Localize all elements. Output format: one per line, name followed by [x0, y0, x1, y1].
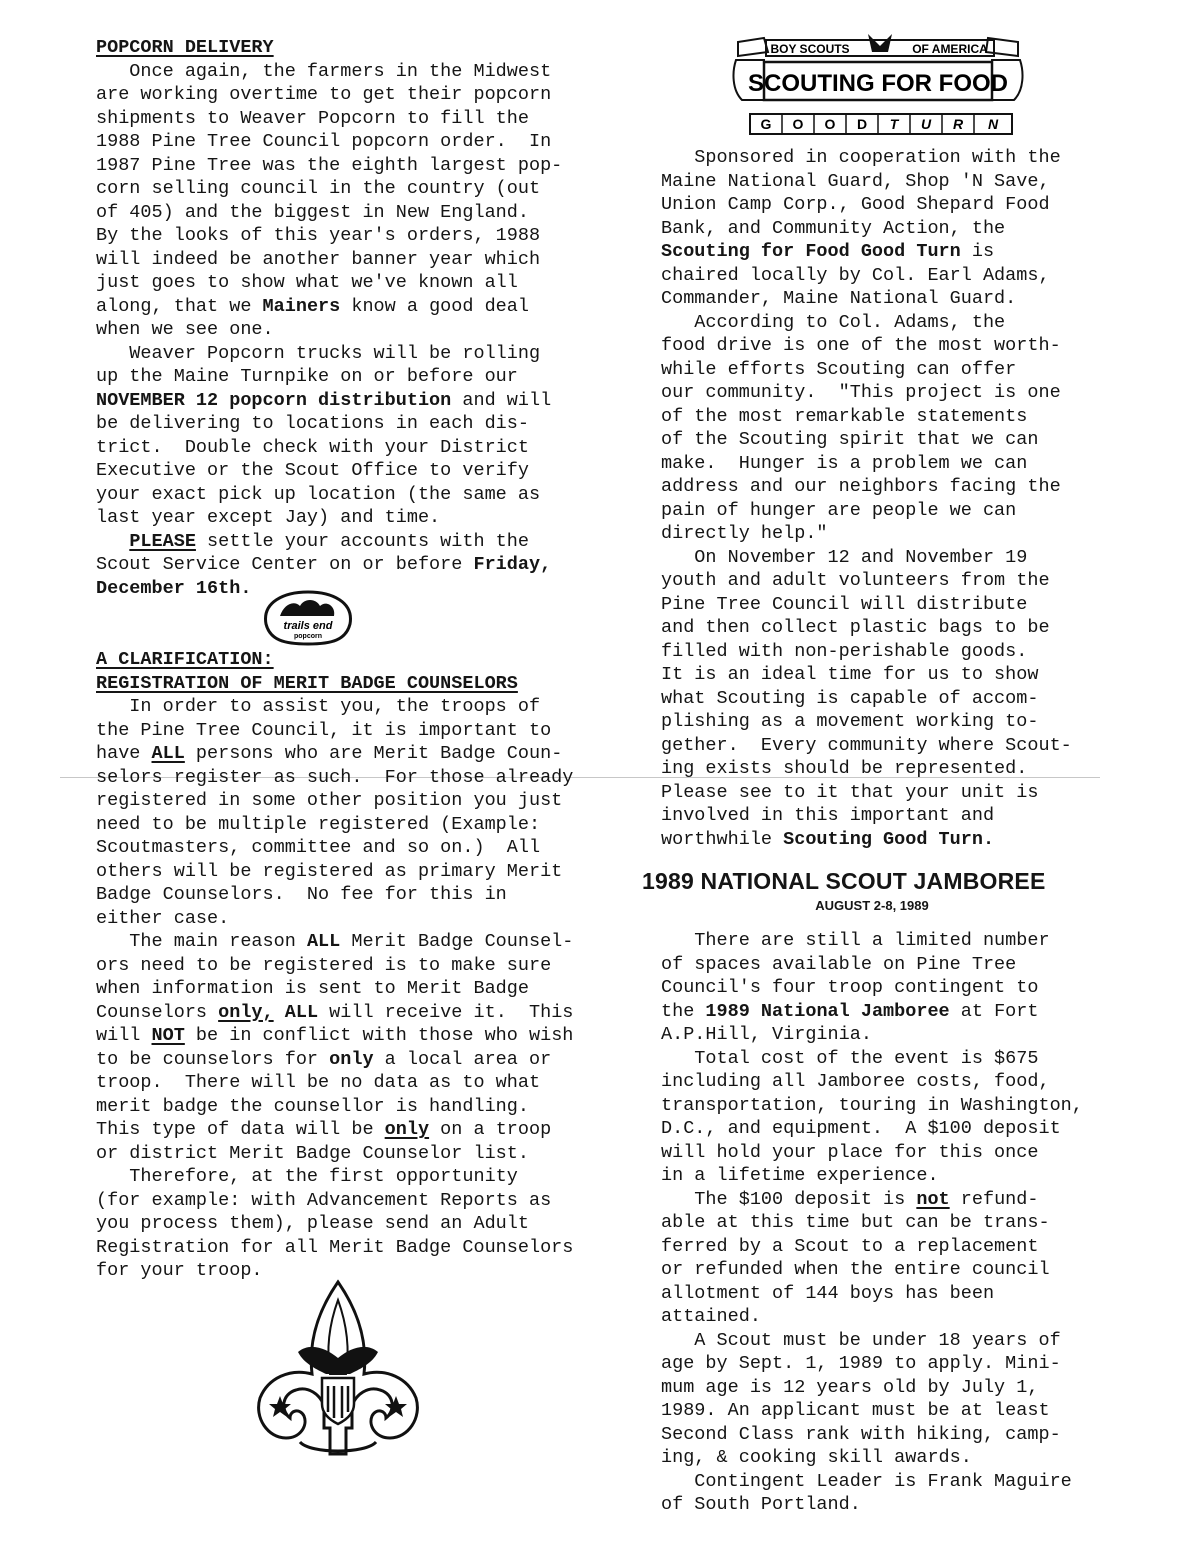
clarification-line: (for example: with Advancement Reports as: [96, 1189, 552, 1211]
clarification-line: [96, 1024, 616, 1048]
jamboree-line: ferred by a Scout to a replacement: [661, 1235, 1039, 1257]
jamboree-title: 1989 NATIONAL SCOUT JAMBOREE: [642, 868, 1046, 894]
fleur-de-lis-icon: [868, 34, 892, 52]
jamboree-line: including all Jamboree costs, food,: [661, 1071, 1050, 1092]
text-run: know a good deal: [340, 295, 529, 317]
logo-letter: R: [952, 116, 964, 132]
food-line: [661, 828, 1121, 852]
bold-only: only: [329, 1048, 374, 1070]
clarification-line: [96, 742, 616, 766]
only-underlined: only: [384, 1119, 430, 1140]
jamboree-line: able at this time but can be trans-: [661, 1212, 1050, 1233]
popcorn-line: Once again, the farmers in the Midwest: [96, 60, 552, 82]
logo-letter: N: [987, 116, 999, 132]
food-line: It is an ideal time for us to show: [661, 664, 1039, 685]
bold-distribution-date: NOVEMBER 12 popcorn distribution: [96, 389, 452, 411]
all-underlined: ALL: [151, 743, 185, 764]
good-turn-letter-boxes: [761, 114, 999, 134]
food-line: food drive is one of the most worth-: [661, 335, 1061, 356]
popcorn-line: last year except Jay) and time.: [96, 507, 441, 528]
popcorn-line: be delivering to locations in each dis-: [96, 413, 529, 434]
clarification-line: Registration for all Merit Badge Counselors: [96, 1236, 574, 1258]
popcorn-line: up the Maine Turnpike on or before our: [96, 366, 518, 387]
text-run: This type of data will be: [96, 1119, 385, 1140]
logo-text-trails-end: trails end: [283, 620, 333, 632]
bold-friday: Friday,: [473, 554, 552, 575]
clarification-line: need to be multiple registered (Example:: [96, 813, 541, 835]
logo-letter: T: [889, 116, 899, 132]
clarification-line: [96, 930, 616, 954]
popcorn-heading: POPCORN DELIVERY: [96, 37, 274, 58]
jamboree-line: There are still a limited number: [661, 930, 1050, 951]
text-run: [96, 531, 129, 552]
food-line: make. Hunger is a problem we can: [661, 452, 1028, 474]
popcorn-line: 1988 Pine Tree Council popcorn order. In: [96, 131, 552, 152]
food-line: youth and adult volunteers from the: [661, 570, 1050, 591]
food-line: of the Scouting spirit that we can: [661, 429, 1039, 450]
bold-scouting-for-food: Scouting for Food Good Turn: [661, 241, 961, 262]
bold-scouting-good-turn: Scouting Good Turn.: [783, 828, 995, 850]
popcorn-line: Weaver Popcorn trucks will be rolling: [96, 342, 541, 364]
food-line: and then collect plastic bags to be: [661, 617, 1050, 638]
food-line: Union Camp Corp., Good Shepard Food: [661, 194, 1050, 215]
clarification-line: merit badge the counsellor is handling.: [96, 1095, 529, 1117]
clarification-line: Badge Counselors. No fee for this in: [96, 884, 507, 905]
clarification-line: [96, 1118, 616, 1142]
text-run: The main reason: [96, 931, 307, 952]
popcorn-line: [96, 389, 616, 413]
food-line: Pine Tree Council will distribute: [661, 593, 1028, 615]
food-line: pain of hunger are people we can: [661, 499, 1017, 521]
clarification-line: [96, 1048, 616, 1072]
jamboree-line: or refunded when the entire council: [661, 1259, 1050, 1280]
food-line: chaired locally by Col. Earl Adams,: [661, 264, 1050, 286]
clarification-line: troop. There will be no data as to what: [96, 1072, 541, 1093]
food-line: of the most remarkable statements: [661, 405, 1028, 427]
text-run: to be counselors for: [96, 1048, 330, 1070]
jamboree-line: D.C., and equipment. A $100 deposit: [661, 1118, 1061, 1139]
food-line: Maine National Guard, Shop 'N Save,: [661, 170, 1050, 192]
popcorn-line: corn selling council in the country (out: [96, 178, 541, 199]
text-run: [274, 1002, 285, 1023]
clarification-line: ors need to be registered is to make sure: [96, 954, 552, 976]
jamboree-line: [661, 1188, 1121, 1212]
popcorn-line: your exact pick up location (the same as: [96, 483, 541, 505]
bold-december: December 16th.: [96, 577, 252, 599]
food-line: Commander, Maine National Guard.: [661, 288, 1017, 309]
clarification-line: selors register as such. For those already: [96, 766, 574, 788]
text-run: a local area or: [373, 1048, 552, 1070]
bold-national-jamboree: 1989 National Jamboree: [705, 1000, 950, 1022]
jamboree-line: [661, 1000, 1121, 1024]
popcorn-line: [96, 530, 616, 554]
food-line: plishing as a movement working to-: [661, 711, 1039, 732]
clarification-line: you process them), please send an Adult: [96, 1213, 529, 1234]
popcorn-line: will indeed be another banner year which: [96, 248, 541, 270]
food-line: ing exists should be represented.: [661, 758, 1028, 779]
food-line: what Scouting is capable of accom-: [661, 687, 1039, 709]
text-run: The $100 deposit is: [661, 1188, 917, 1210]
right-column: [661, 146, 1121, 1517]
jamboree-line: mum age is 12 years old by July 1,: [661, 1376, 1039, 1398]
text-run: along, that we: [96, 295, 263, 317]
jamboree-line: will hold your place for this once: [661, 1141, 1039, 1163]
clarification-line: when information is sent to Merit Badge: [96, 978, 529, 999]
trails-end-popcorn-logo: [258, 584, 358, 648]
text-run: and will: [451, 389, 552, 411]
popcorn-line: [96, 553, 616, 577]
text-run: at Fort: [949, 1000, 1039, 1022]
only-underlined: only,: [218, 1001, 274, 1023]
text-run: Counselors: [96, 1001, 219, 1023]
text-run: is: [960, 241, 995, 262]
boy-scouts-fleur-de-lis-emblem: [250, 1278, 426, 1466]
jamboree-line: ing, & cooking skill awards.: [661, 1447, 972, 1468]
jamboree-line: in a lifetime experience.: [661, 1165, 939, 1186]
popcorn-line: 1987 Pine Tree was the eighth largest pop-: [96, 154, 563, 176]
text-run: Scout Service Center on or before: [96, 554, 474, 575]
popcorn-line: shipments to Weaver Popcorn to fill the: [96, 107, 529, 129]
popcorn-line: Executive or the Scout Office to verify: [96, 460, 529, 481]
clarification-line: the Pine Tree Council, it is important to: [96, 719, 552, 741]
scouting-for-food-logo: [728, 30, 1028, 140]
not-underlined: NOT: [151, 1025, 185, 1046]
logo-letter: O: [792, 116, 804, 132]
logo-letter: O: [824, 116, 836, 132]
food-line: our community. "This project is one: [661, 382, 1061, 403]
jamboree-line: allotment of 144 boys has been: [661, 1282, 995, 1304]
bold-all: ALL: [306, 931, 341, 952]
text-run: settle your accounts with the: [195, 530, 529, 552]
food-line: Please see to it that your unit is: [661, 781, 1039, 803]
jamboree-line: Total cost of the event is $675: [661, 1047, 1039, 1069]
text-run: have: [96, 743, 152, 764]
popcorn-line: By the looks of this year's orders, 1988: [96, 225, 541, 246]
jamboree-line: A.P.Hill, Virginia.: [661, 1024, 872, 1045]
jamboree-line: Contingent Leader is Frank Maguire: [661, 1470, 1072, 1492]
jamboree-date: AUGUST 2-8, 1989: [815, 898, 929, 913]
food-line: while efforts Scouting can offer: [661, 358, 1017, 380]
logo-banner-text: SCOUTING FOR FOOD: [748, 70, 1008, 97]
clarification-line: registered in some other position you just: [96, 790, 563, 811]
logo-text-popcorn: popcorn: [294, 633, 322, 640]
text-run: will receive it. This: [318, 1001, 574, 1023]
text-run: the: [661, 1000, 706, 1022]
jamboree-line: A Scout must be under 18 years of: [661, 1329, 1061, 1351]
food-line: address and our neighbors facing the: [661, 476, 1061, 497]
jamboree-line: Second Class rank with hiking, camp-: [661, 1423, 1061, 1445]
logo-text-of-america: OF AMERICA: [912, 42, 988, 56]
bold-mainers: Mainers: [262, 295, 341, 317]
logo-letter: D: [856, 116, 868, 132]
logo-letter: U: [920, 116, 932, 132]
food-line: involved in this important and: [661, 805, 995, 826]
popcorn-line: just goes to show what we've known all: [96, 272, 518, 293]
popcorn-line: of 405) and the biggest in New England.: [96, 201, 529, 223]
text-run: Merit Badge Counsel-: [340, 931, 574, 952]
clarification-line: Scoutmasters, committee and so on.) All: [96, 837, 541, 858]
jamboree-line: transportation, touring in Washington,: [661, 1094, 1083, 1116]
food-line: gether. Every community where Scout-: [661, 734, 1072, 756]
left-column: [96, 36, 616, 1283]
clarification-line: In order to assist you, the troops of: [96, 696, 541, 717]
clarification-line: either case.: [96, 907, 230, 929]
jamboree-line: age by Sept. 1, 1989 to apply. Mini-: [661, 1353, 1061, 1374]
food-line: According to Col. Adams, the: [661, 311, 1006, 333]
clarification-line: for your troop.: [96, 1260, 263, 1281]
jamboree-line: attained.: [661, 1306, 761, 1327]
logo-text-boy-scouts: BOY SCOUTS: [770, 42, 850, 56]
text-run: refund-: [949, 1188, 1039, 1210]
jamboree-line: of spaces available on Pine Tree: [661, 953, 1017, 975]
popcorn-line: when we see one.: [96, 319, 274, 340]
jamboree-line: Council's four troop contingent to: [661, 977, 1039, 998]
clarification-line: [96, 1001, 616, 1025]
popcorn-line: trict. Double check with your District: [96, 436, 529, 458]
bold-all: ALL: [284, 1001, 319, 1023]
text-run: will: [96, 1025, 152, 1046]
jamboree-line: of South Portland.: [661, 1494, 861, 1515]
clarification-line: or district Merit Badge Counselor list.: [96, 1142, 529, 1164]
text-run: persons who are Merit Badge Coun-: [184, 743, 563, 764]
food-line: directly help.": [661, 523, 828, 544]
text-run: be in conflict with those who wish: [184, 1025, 574, 1046]
food-line: Sponsored in cooperation with the: [661, 147, 1061, 168]
food-line: [661, 240, 1121, 264]
clarification-line: Therefore, at the first opportunity: [96, 1166, 518, 1187]
text-run: worthwhile: [661, 828, 784, 850]
food-line: filled with non-perishable goods.: [661, 640, 1028, 662]
clarification-heading: A CLARIFICATION:: [96, 649, 274, 670]
logo-letter: G: [760, 116, 772, 132]
popcorn-line: [96, 295, 616, 319]
registration-heading: REGISTRATION OF MERIT BADGE COUNSELORS: [96, 672, 518, 694]
not-underlined: not: [916, 1188, 950, 1210]
food-line: On November 12 and November 19: [661, 546, 1028, 568]
text-run: on a troop: [429, 1119, 552, 1140]
please-underlined: PLEASE: [129, 530, 196, 552]
popcorn-line: are working overtime to get their popcorn: [96, 84, 552, 105]
jamboree-line: 1989. An applicant must be at least: [661, 1400, 1050, 1421]
clarification-line: others will be registered as primary Merit: [96, 860, 563, 882]
food-line: Bank, and Community Action, the: [661, 217, 1006, 239]
